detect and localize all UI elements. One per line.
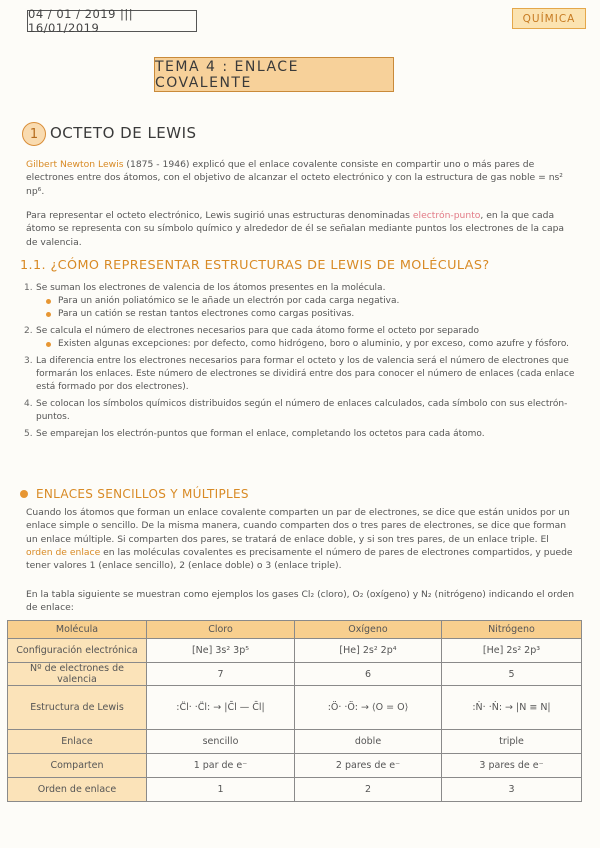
bullet-dot-icon: [46, 342, 51, 347]
table-cell: [He] 2s² 2p⁴: [295, 639, 442, 663]
row-label: Orden de enlace: [8, 778, 147, 802]
step-sub-item: [36, 338, 580, 351]
bullet-dot-icon: [46, 299, 51, 304]
step-2: [24, 325, 580, 351]
row-label: Enlace: [8, 730, 147, 754]
section-title: OCTETO DE LEWIS: [50, 124, 197, 142]
table-cell: 1: [147, 778, 295, 802]
lewis-text-start: Para representar el octeto electrónico, Lewis sugirió unas estructuras denominadas: [26, 210, 413, 221]
lewis-text-rest: , en la que cada átomo se representa con su símbolo químico y alrededor de él se señalan mediante puntos los electrones de la capa de valencia.: [26, 210, 565, 248]
table-header-row: [8, 621, 582, 639]
table-cell: triple: [442, 730, 582, 754]
table-row: [8, 730, 582, 754]
step-4: [24, 398, 580, 424]
step-number: 5.: [24, 429, 33, 439]
row-label: Estructura de Lewis: [8, 686, 147, 730]
table-intro: En la tabla siguiente se muestran como ejemplos los gases Cl₂ (cloro), O₂ (oxígeno) y N₂ (nitrógeno) indicando el orden de enlace:: [26, 589, 575, 614]
intro-text: (1875 - 1946) explicó que el enlace covalente consiste en compartir uno o más pares de electrones entre dos átomos, con el objetivo de alcanzar el octeto electrónico y con la estructura de gas noble = ns² np⁶.: [26, 159, 563, 197]
table-row: [8, 754, 582, 778]
table-cell: :C̈l· ·C̈l: → |C̄l — C̄l|: [147, 686, 295, 730]
step-3: [24, 355, 580, 394]
bullet-dot-icon: [20, 490, 28, 498]
bond-order-term: orden de enlace: [26, 546, 101, 558]
date-box: 04 / 01 / 2019 ||| 16/01/2019: [27, 10, 197, 32]
row-label: Nº de electrones de valencia: [8, 663, 147, 686]
table-cell: 2 pares de e⁻: [295, 754, 442, 778]
bullet-dot-icon: [46, 312, 51, 317]
table-cell: 1 par de e⁻: [147, 754, 295, 778]
bonds-text-rest: en las moléculas covalentes es precisamente el número de pares de electrones compartidos, y puede tener valores 1 (enlace sencillo), 2 (enlace doble) o 3 (enlace triple).: [26, 546, 573, 572]
table-cell: :Ö· ·Ö: → ⟨O = O⟩: [295, 686, 442, 730]
electron-dot-term: electrón-punto: [412, 210, 481, 221]
subsection-title: 1.1. ¿CÓMO REPRESENTAR ESTRUCTURAS DE LEWIS DE MOLÉCULAS?: [20, 258, 490, 273]
section2-heading: [20, 487, 249, 501]
header-cell: Nitrógeno: [442, 621, 582, 639]
header-cell: Molécula: [8, 621, 147, 639]
step-number: 4.: [24, 399, 33, 409]
section-number: 1: [22, 122, 46, 146]
table-row: [8, 639, 582, 663]
step-text: Se suman los electrones de valencia de los átomos presentes en la molécula.: [36, 283, 386, 293]
step-5: [24, 428, 580, 441]
sub-text: Para un catión se restan tantos electrones como cargas positivas.: [58, 309, 355, 319]
step-sub-item: [36, 308, 580, 321]
step-text: Se colocan los símbolos químicos distribuidos según el número de enlaces calculados, cada símbolo con sus electrón-puntos.: [36, 399, 568, 422]
step-number: 3.: [24, 356, 33, 366]
steps-list: [24, 282, 580, 445]
bonds-text-start: Cuando los átomos que forman un enlace covalente comparten un par de electrones, se dice que están unidos por un enlace simple o sencillo. De la misma manera, cuando comparten dos o tres pares de electrones, se dice que forman un enlace múltiple. Si comparten dos pares, se tratará de enlace doble, y si son tres pares, de un enlace triple. El: [26, 507, 570, 545]
bonds-table: [7, 620, 582, 802]
table-row: [8, 686, 582, 730]
table-cell: sencillo: [147, 730, 295, 754]
table-cell: 5: [442, 663, 582, 686]
step-sub-item: [36, 295, 580, 308]
table-cell: [He] 2s² 2p³: [442, 639, 582, 663]
step-number: 1.: [24, 283, 33, 293]
table-cell: doble: [295, 730, 442, 754]
table-cell: 3 pares de e⁻: [442, 754, 582, 778]
header-cell: Cloro: [147, 621, 295, 639]
row-label: Configuración electrónica: [8, 639, 147, 663]
table-cell: 2: [295, 778, 442, 802]
subject-badge: QUÍMICA: [512, 8, 586, 29]
table-cell: 6: [295, 663, 442, 686]
intro-paragraph: [26, 158, 578, 198]
lewis-paragraph: [26, 209, 578, 249]
header-cell: Oxígeno: [295, 621, 442, 639]
step-number: 2.: [24, 326, 33, 336]
author-name: Gilbert Newton Lewis: [26, 159, 124, 170]
page-title: TEMA 4 : ENLACE COVALENTE: [154, 57, 394, 92]
step-1: [24, 282, 580, 321]
table-cell: :Ṅ· ·Ṅ: → |N ≡ N|: [442, 686, 582, 730]
table-row: [8, 778, 582, 802]
sub-text: Para un anión poliatómico se le añade un electrón por cada carga negativa.: [58, 296, 400, 306]
step-text: Se emparejan los electrón-puntos que forman el enlace, completando los octetos para cada átomo.: [36, 429, 485, 439]
step-text: La diferencia entre los electrones necesarios para formar el octeto y los de valencia será el número de electrones que formarán los enlaces. Este número de electrones se dividirá entre dos para conocer el número de enlaces (cada enlace está formado por dos electrones).: [36, 356, 575, 392]
table-cell: 7: [147, 663, 295, 686]
section2-title: ENLACES SENCILLOS Y MÚLTIPLES: [36, 487, 249, 501]
table-cell: 3: [442, 778, 582, 802]
bonds-paragraph: [26, 506, 578, 572]
table-row: [8, 663, 582, 686]
step-text: Se calcula el número de electrones necesarios para que cada átomo forme el octeto por separado: [36, 326, 479, 336]
table-cell: [Ne] 3s² 3p⁵: [147, 639, 295, 663]
sub-text: Existen algunas excepciones: por defecto, como hidrógeno, boro o aluminio, y por exceso, como azufre y fósforo.: [58, 339, 570, 349]
row-label: Comparten: [8, 754, 147, 778]
